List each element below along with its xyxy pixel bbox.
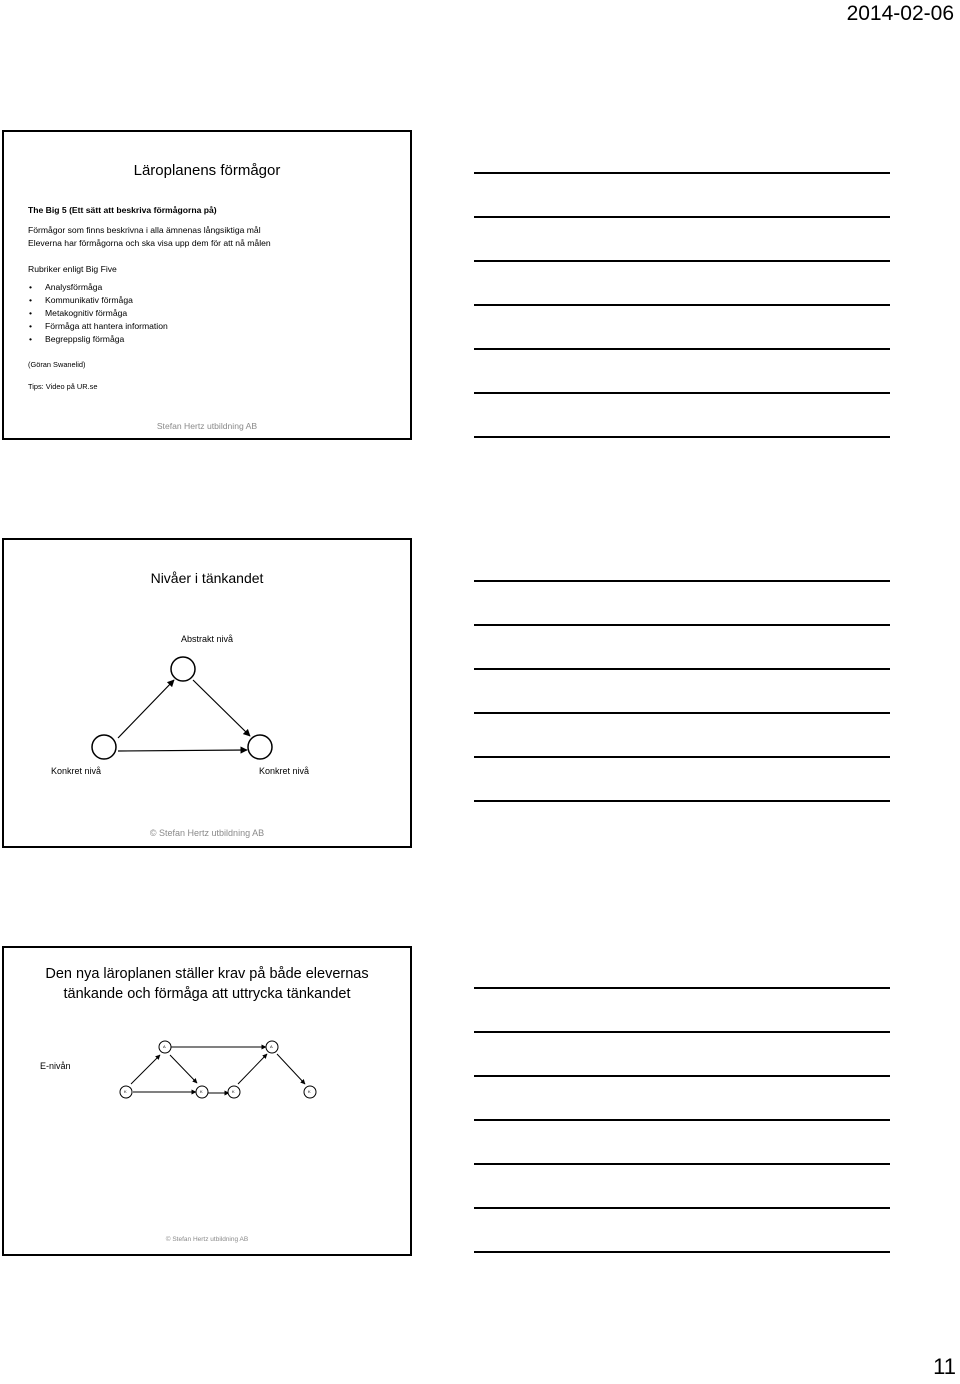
note-line	[474, 712, 890, 714]
arrow-line	[277, 1054, 305, 1084]
e-level-label: E-nivån	[40, 1061, 71, 1071]
note-line	[474, 172, 890, 174]
bullet-icon: •	[29, 282, 33, 292]
node-label: K	[308, 1089, 311, 1094]
slide-nya-laroplanen	[2, 946, 412, 1256]
intro-line-2: Eleverna har förmågorna och ska visa upp dem för att nå målen	[28, 238, 271, 248]
arrow-down-right	[193, 680, 250, 736]
note-line	[474, 756, 890, 758]
slide-laroplanens-formagor	[2, 130, 412, 440]
node-label: K	[200, 1089, 203, 1094]
slide-footer: © Stefan Hertz utbildning AB	[149, 828, 265, 838]
concrete-level-label-left: Konkret nivå	[51, 766, 102, 776]
note-line	[474, 436, 890, 438]
list-item: • Analysförmåga	[29, 282, 103, 292]
node-label: A	[163, 1044, 166, 1049]
slide-title: Läroplanens förmågor	[133, 162, 281, 179]
note-line	[474, 624, 890, 626]
slide-nivaer-i-tankandet	[2, 538, 412, 848]
notes-lines-2	[474, 580, 890, 850]
slide-footer: Stefan Hertz utbildning AB	[156, 421, 258, 431]
intro-line-1: Förmågor som finns beskrivna i alla ämnenas långsiktiga mål	[28, 225, 261, 235]
page-number: 11	[933, 1354, 956, 1379]
note-line	[474, 260, 890, 262]
note-line	[474, 1207, 890, 1209]
bullet-icon: •	[29, 295, 33, 305]
e-level-diagram	[4, 948, 410, 1254]
node-label: K	[232, 1089, 235, 1094]
note-line	[474, 668, 890, 670]
arrow-line	[170, 1055, 197, 1083]
note-line	[474, 348, 890, 350]
note-line	[474, 580, 890, 582]
note-line	[474, 987, 890, 989]
concrete-level-label-right: Konkret nivå	[259, 766, 310, 776]
note-line	[474, 1251, 890, 1253]
arrow-up-left	[118, 680, 174, 738]
slide-footer: © Stefan Hertz utbildning AB	[165, 1236, 249, 1243]
list-item: • Kommunikativ förmåga	[29, 295, 133, 305]
abstract-node-icon	[171, 657, 195, 681]
note-line	[474, 1075, 890, 1077]
arrow-horizontal	[118, 750, 247, 751]
concrete-node-right-icon	[248, 735, 272, 759]
slide-title: Nivåer i tänkandet	[150, 570, 264, 586]
arrow-line	[131, 1055, 160, 1084]
slide-subtitle: The Big 5 (Ett sätt att beskriva förmågorna på)	[28, 205, 217, 215]
list-item: • Metakognitiv förmåga	[29, 308, 128, 318]
note-line	[474, 1031, 890, 1033]
page-date: 2014-02-06	[846, 2, 954, 25]
bullet-icon: •	[29, 321, 33, 331]
notes-lines-1	[474, 172, 890, 442]
bullet-list	[28, 281, 168, 346]
notes-lines-3	[474, 987, 890, 1257]
bullet-icon: •	[29, 334, 33, 344]
bullet-icon: •	[29, 308, 33, 318]
list-item: • Begreppslig förmåga	[29, 334, 125, 344]
note-line	[474, 1163, 890, 1165]
list-item: • Förmåga att hantera information	[29, 321, 168, 331]
note-line	[474, 800, 890, 802]
concrete-node-left-icon	[92, 735, 116, 759]
arrow-line	[238, 1054, 267, 1084]
note-line	[474, 392, 890, 394]
credit-text: (Göran Swanelid)	[28, 360, 86, 369]
abstract-level-label: Abstrakt nivå	[180, 634, 234, 644]
note-line	[474, 1119, 890, 1121]
tips-text: Tips: Video på UR.se	[28, 382, 98, 391]
slide-title-line-2: tänkande och förmåga att uttrycka tänkandet	[63, 986, 351, 1002]
node-label: K	[124, 1089, 127, 1094]
rubric-heading: Rubriker enligt Big Five	[28, 264, 117, 274]
slide-title-line-1: Den nya läroplanen ställer krav på både elevernas	[45, 966, 369, 982]
thinking-levels-diagram	[4, 540, 410, 846]
note-line	[474, 304, 890, 306]
note-line	[474, 216, 890, 218]
node-label: A	[270, 1044, 273, 1049]
